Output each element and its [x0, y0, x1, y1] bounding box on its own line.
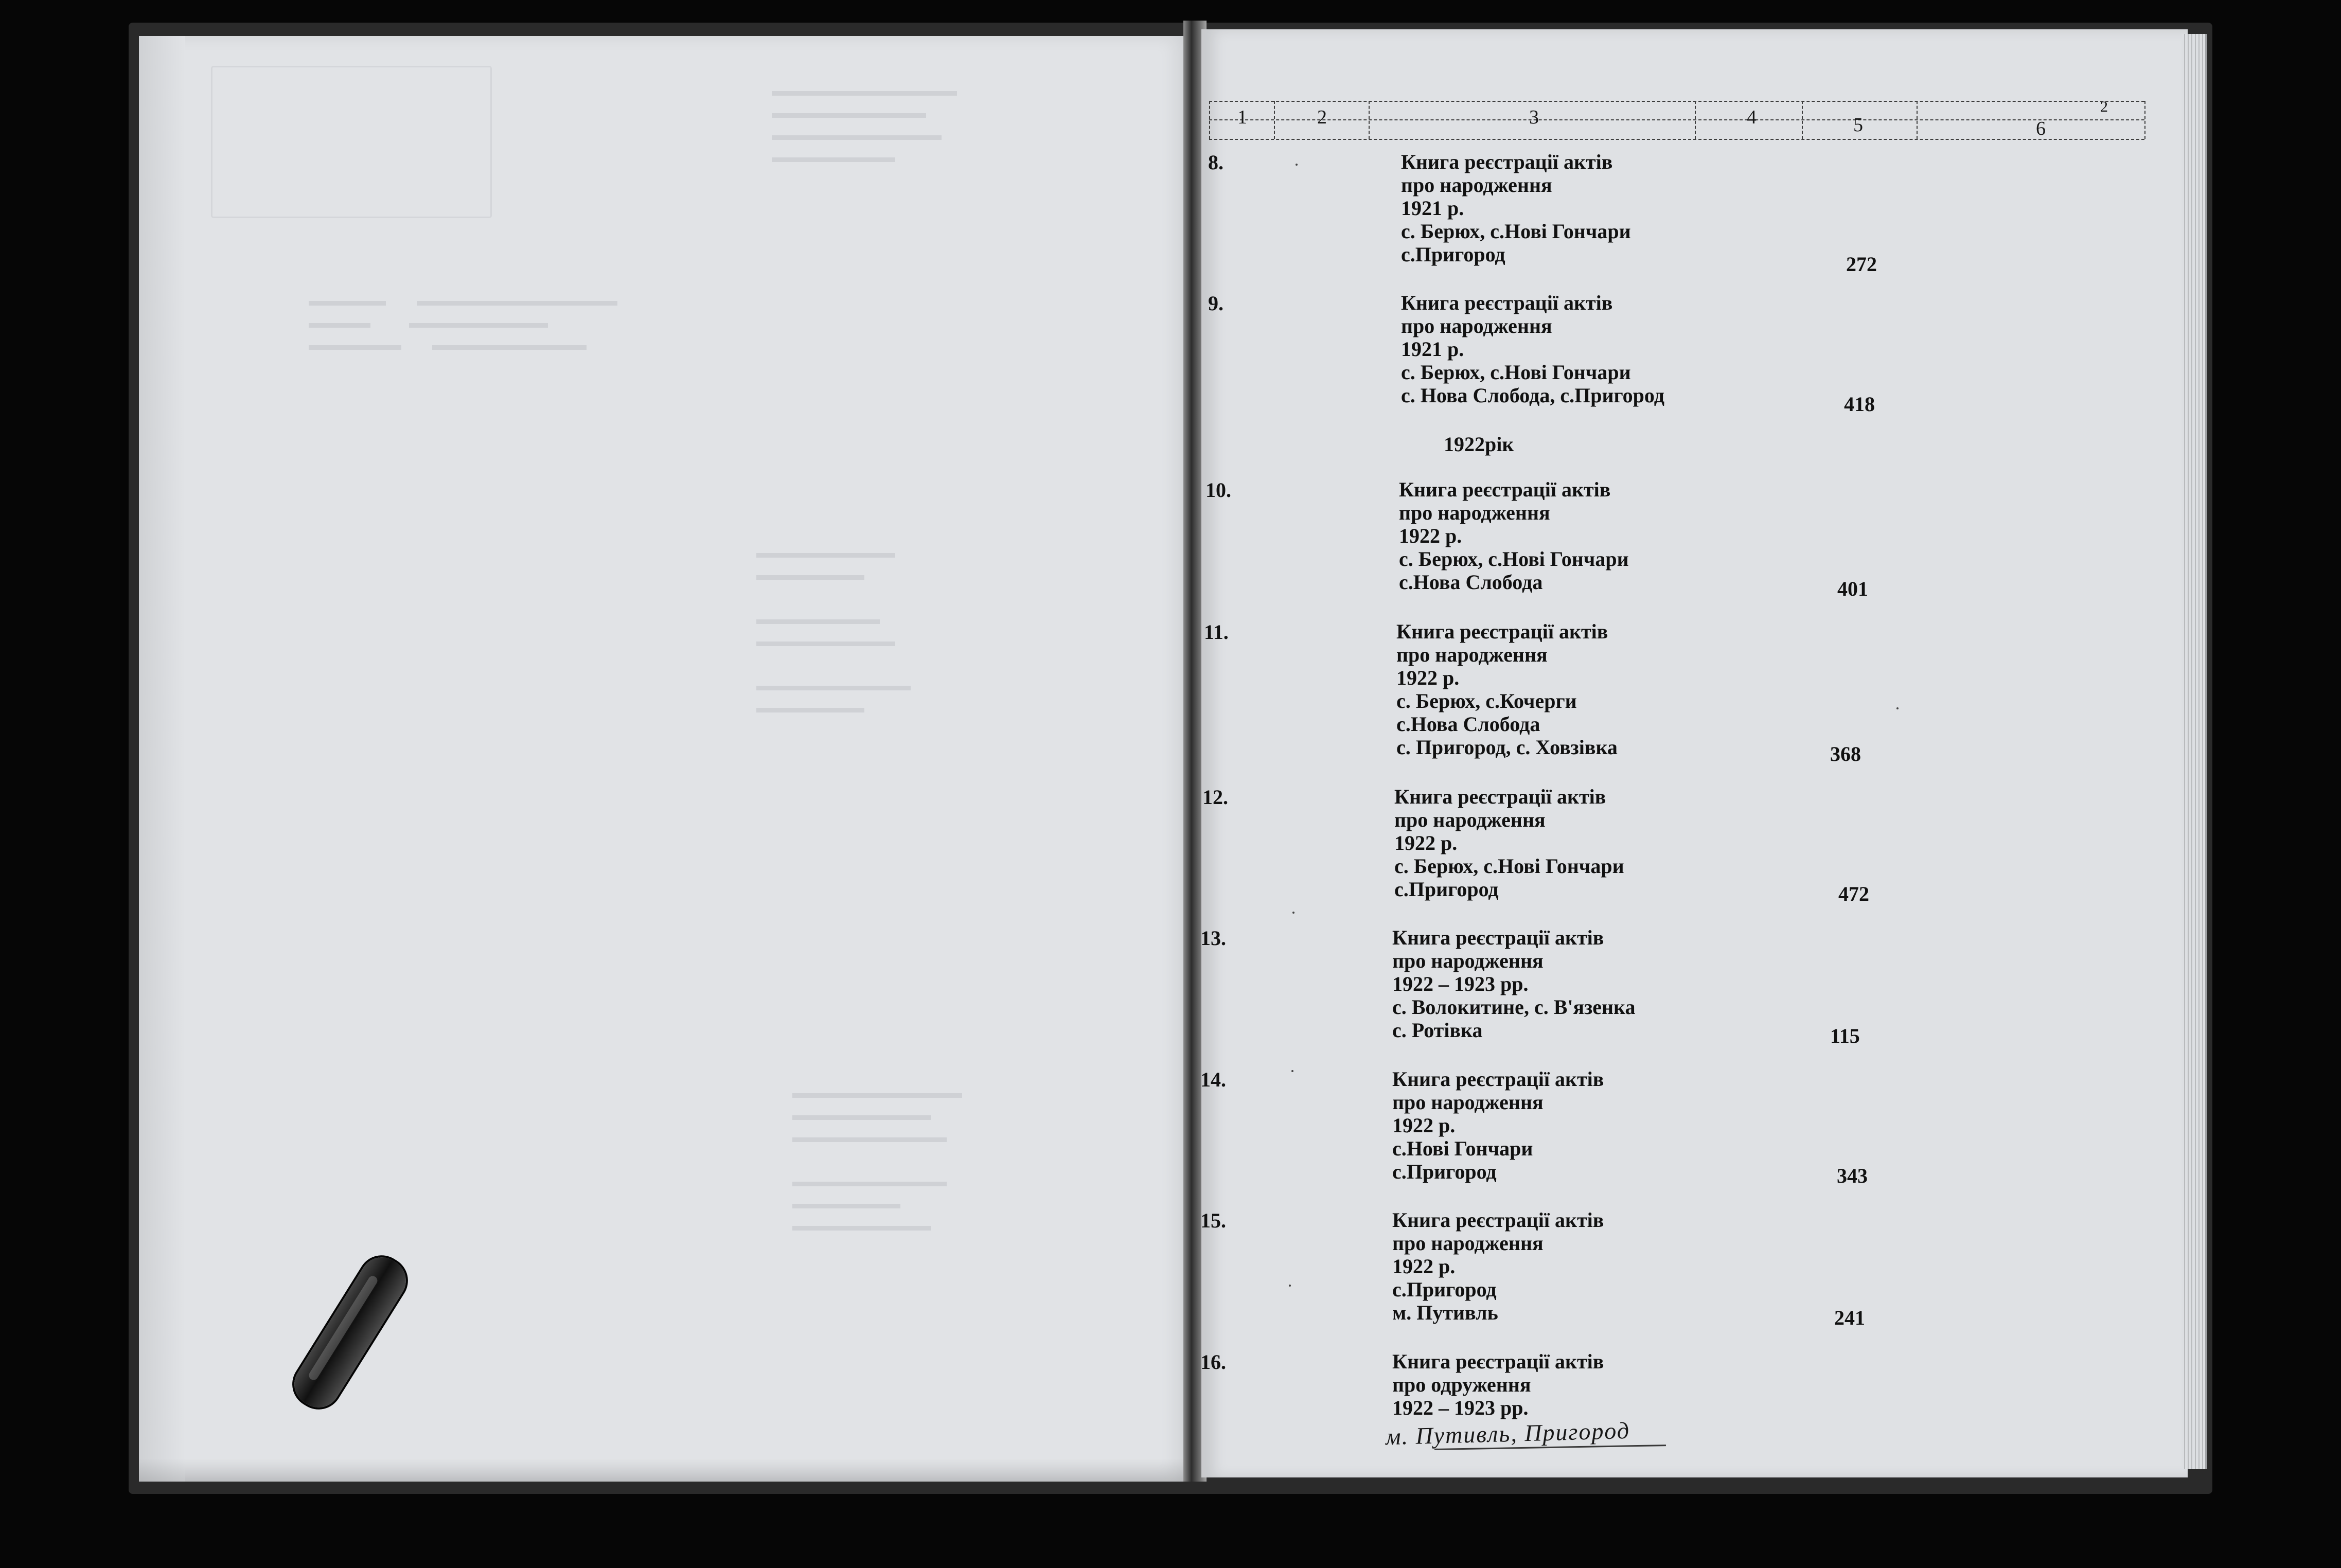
- entry-number: 13.: [1200, 926, 1226, 950]
- entry-line: Книга реєстрації актів: [1396, 620, 1608, 643]
- entry-description: [1399, 478, 1728, 594]
- entry-line: с.Нова Слобода: [1396, 712, 1540, 736]
- entry-description: [1392, 926, 1722, 1042]
- entry-line: с.Пригород: [1401, 243, 1505, 266]
- entry-line: 1922 – 1923 рр.: [1392, 972, 1529, 995]
- entry-page-count: 115: [1830, 1024, 1860, 1047]
- header-column-1: 1: [1237, 106, 1247, 128]
- header-column-4: 4: [1747, 106, 1757, 128]
- header-column-5: 5: [1853, 114, 1863, 136]
- entry-line: про народження: [1401, 314, 1552, 337]
- entry-page-count: 472: [1838, 882, 1869, 905]
- entry-number: 9.: [1208, 292, 1223, 315]
- entry-line: с. Берюх, с.Нові Гончари: [1401, 361, 1631, 384]
- entry-description: [1396, 620, 1726, 759]
- entry-line: с. Пригород, с. Ховзівка: [1396, 736, 1618, 759]
- entry-page-count: 368: [1830, 742, 1861, 765]
- year-heading: 1922рік: [1444, 433, 1514, 456]
- paper-dust: [1292, 912, 1294, 914]
- entry-line: про народження: [1401, 173, 1552, 197]
- entry-line: 1922 р.: [1399, 524, 1462, 547]
- header-column-6: 6: [2036, 118, 2046, 139]
- entry-number: 11.: [1204, 620, 1229, 644]
- entry-line: 1922 – 1923 рр.: [1392, 1396, 1529, 1419]
- handwritten-note: м. Путивль, Пригород: [1385, 1417, 1630, 1450]
- entry-page-count: 418: [1844, 393, 1875, 416]
- entry-line: 1922 р.: [1392, 1255, 1456, 1278]
- entry-number: 16.: [1200, 1350, 1226, 1374]
- header-bottom-rule: [1209, 139, 2144, 140]
- entry-number: 15.: [1200, 1209, 1226, 1232]
- page-stack-edge: [2182, 34, 2207, 1469]
- header-divider: [1917, 101, 1918, 139]
- left-blank-page: [139, 36, 1191, 1482]
- header-divider: [1274, 101, 1275, 139]
- entry-page-count: 241: [1834, 1306, 1865, 1329]
- header-divider: [1209, 101, 1210, 139]
- paper-dust: [1289, 1285, 1291, 1287]
- entry-line: с. Берюх, с.Кочерги: [1396, 689, 1577, 712]
- entry-line: про народження: [1392, 1232, 1544, 1255]
- header-divider: [1695, 101, 1696, 139]
- paper-dust: [1291, 1070, 1293, 1072]
- header-divider: [1369, 101, 1370, 139]
- left-page-bottom-shadow: [139, 1458, 1191, 1482]
- entry-line: Книга реєстрації актів: [1392, 926, 1604, 949]
- entry-line: про народження: [1396, 643, 1548, 666]
- paper-dust: [1896, 707, 1899, 709]
- entry-line: с.Пригород: [1392, 1160, 1497, 1183]
- entry-line: с. Ротівка: [1392, 1019, 1483, 1042]
- entry-line: про народження: [1399, 501, 1550, 524]
- header-middle-rule: [1209, 119, 2144, 120]
- entry-number: 8.: [1208, 151, 1223, 174]
- entry-line: с. Берюх, с.Нові Гончари: [1399, 547, 1629, 571]
- entry-description: [1392, 1208, 1722, 1324]
- entry-page-count: 272: [1846, 253, 1877, 276]
- entry-description: [1401, 291, 1730, 407]
- entry-line: с. Берюх, с.Нові Гончари: [1394, 854, 1624, 878]
- entry-line: Книга реєстрації актів: [1399, 478, 1611, 501]
- entry-line: м. Путивль: [1392, 1301, 1498, 1324]
- entry-description: [1392, 1350, 1722, 1419]
- entry-line: с.Пригород: [1394, 878, 1499, 901]
- page-number: 2: [2100, 98, 2108, 115]
- entry-line: 1922 р.: [1396, 666, 1460, 689]
- entry-page-count: 343: [1837, 1164, 1868, 1187]
- entry-line: Книга реєстрації актів: [1392, 1350, 1604, 1373]
- entry-line: 1921 р.: [1401, 197, 1464, 220]
- entry-line: Книга реєстрації актів: [1394, 785, 1606, 808]
- entry-number: 12.: [1202, 786, 1228, 809]
- entry-line: с.Нові Гончари: [1392, 1137, 1533, 1160]
- entry-line: Книга реєстрації актів: [1392, 1067, 1604, 1091]
- header-column-3: 3: [1529, 106, 1539, 128]
- entry-description: [1394, 785, 1724, 901]
- entry-description: [1392, 1067, 1722, 1183]
- header-divider: [1802, 101, 1803, 139]
- entry-line: про народження: [1392, 1091, 1544, 1114]
- entry-line: про народження: [1392, 949, 1544, 972]
- entry-line: с. Волокитине, с. В'язенка: [1392, 995, 1636, 1019]
- entry-page-count: 401: [1837, 577, 1868, 600]
- show-through-stamp-mark: [211, 66, 492, 218]
- entry-line: 1922 р.: [1394, 831, 1458, 854]
- entry-line: с.Пригород: [1392, 1278, 1497, 1301]
- entry-line: про одруження: [1392, 1373, 1531, 1396]
- entry-line: 1921 р.: [1401, 337, 1464, 361]
- entry-description: [1401, 150, 1730, 266]
- entry-line: 1922 р.: [1392, 1114, 1456, 1137]
- entry-line: про народження: [1394, 808, 1546, 831]
- entry-line: с. Берюх, с.Нові Гончари: [1401, 220, 1631, 243]
- entry-number: 10.: [1205, 478, 1231, 502]
- left-page-edge: [139, 36, 185, 1482]
- register-table-header: [1209, 101, 2144, 139]
- header-top-rule: [1209, 101, 2144, 102]
- header-divider: [2144, 101, 2145, 139]
- header-column-2: 2: [1317, 106, 1327, 128]
- paper-dust: [1296, 164, 1298, 166]
- entry-line: с. Нова Слобода, с.Пригород: [1401, 384, 1665, 407]
- entry-line: Книга реєстрації актів: [1401, 150, 1613, 173]
- entry-number: 14.: [1200, 1068, 1226, 1091]
- entry-line: с.Нова Слобода: [1399, 571, 1543, 594]
- entry-line: Книга реєстрації актів: [1392, 1208, 1604, 1232]
- entry-line: Книга реєстрації актів: [1401, 291, 1613, 314]
